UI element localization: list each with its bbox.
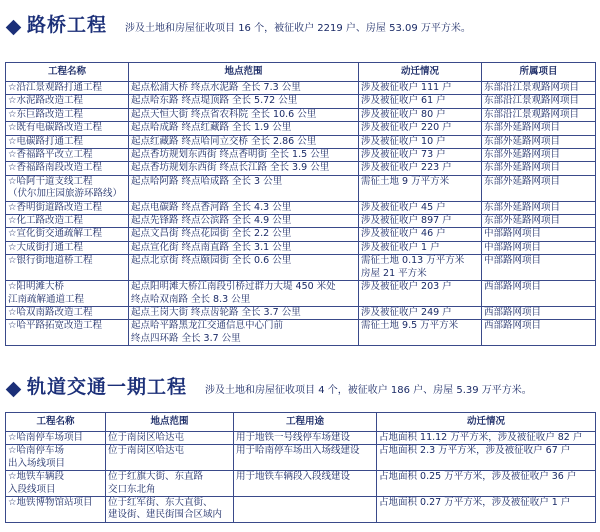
project-name-cell-line: 出入场线项目 bbox=[8, 457, 66, 469]
location-cell bbox=[129, 175, 359, 201]
relocation-cell bbox=[359, 135, 482, 148]
location-cell-line: 起点文昌街 终点花园街 全长 2.2 公里 bbox=[131, 228, 292, 240]
parent-project-cell bbox=[482, 108, 596, 121]
relocation-cell bbox=[359, 162, 482, 175]
table-header-row bbox=[6, 63, 596, 82]
project-name-cell bbox=[6, 320, 129, 346]
location-cell-line: 起点松浦大桥 终点水泥路 全长 7.3 公里 bbox=[131, 82, 301, 93]
diamond-bullet-icon bbox=[6, 382, 22, 398]
project-name-cell bbox=[6, 135, 129, 148]
location-cell-line: 起点电碳路 终点香河路 全长 4.3 公里 bbox=[131, 201, 292, 213]
project-name-cell-line: ☆哈平路拓宽改造工程 bbox=[8, 320, 103, 332]
bridges-table bbox=[5, 62, 596, 346]
location-cell bbox=[129, 82, 359, 95]
location-cell-line: 位于红旗大街、东直路 bbox=[108, 471, 204, 483]
usage-cell-line: 用于地铁一号线停车场建设 bbox=[236, 432, 351, 443]
project-name-cell bbox=[6, 241, 129, 254]
location-cell bbox=[129, 255, 359, 281]
location-cell bbox=[129, 215, 359, 228]
parent-project-cell-line: 东部外延路网项目 bbox=[484, 135, 561, 147]
section-title: 轨道交通一期工程 bbox=[27, 376, 188, 398]
relocation-cell-line: 涉及被征收户 220 户 bbox=[361, 122, 452, 134]
project-name-cell-line: ☆香福路南段改造工程 bbox=[8, 162, 103, 174]
parent-project-cell-line: 西部路网项目 bbox=[484, 320, 542, 332]
section-summary: 涉及土地和房屋征收项目 4 个，被征收户 186 户、房屋 5.39 万平方米。 bbox=[205, 385, 532, 396]
relocation-cell-line: 涉及被征收户 10 户 bbox=[361, 135, 446, 147]
location-cell-line: 位于南岗区哈达屯 bbox=[108, 432, 185, 443]
location-cell bbox=[129, 108, 359, 121]
relocation-cell-line: 需征土地 9.5 万平方米 bbox=[361, 320, 459, 332]
parent-project-cell-line: 东部外延路网项目 bbox=[484, 215, 561, 227]
project-name-cell bbox=[6, 228, 129, 241]
usage-cell-line: 用于地铁车辆段入段线建设 bbox=[236, 471, 351, 483]
project-name-cell bbox=[6, 201, 129, 214]
parent-project-cell bbox=[482, 306, 596, 319]
location-cell bbox=[129, 95, 359, 108]
relocation-cell-line: 涉及被征收户 223 户 bbox=[361, 162, 452, 174]
project-name-cell-line: 江南疏解通道工程 bbox=[8, 293, 85, 305]
location-cell-line: 起点哈平路黑龙江交通信息中心门前 bbox=[131, 320, 284, 332]
relocation-cell bbox=[359, 82, 482, 95]
location-cell-line: 起点红藏路 终点哈同立交桥 全长 2.86 公里 bbox=[131, 135, 317, 147]
table-header-row bbox=[6, 413, 596, 432]
table-row bbox=[6, 255, 596, 281]
project-name-cell-line: （伏尔加庄园旅游环路线） bbox=[8, 188, 123, 200]
location-cell bbox=[129, 306, 359, 319]
location-cell-line: 位于南岗区哈达屯 bbox=[108, 445, 185, 457]
project-name-cell-line: ☆地铁博物馆站项目 bbox=[8, 497, 93, 509]
table-row bbox=[6, 320, 596, 346]
location-cell-line: 起点哈成路 终点红藏路 全长 1.9 公里 bbox=[131, 122, 292, 134]
location-cell bbox=[129, 135, 359, 148]
section-header-rail bbox=[0, 372, 532, 399]
location-cell-line: 起点天恒大街 终点省农科院 全长 10.6 公里 bbox=[131, 108, 317, 120]
project-name-cell-line: ☆东巨路改造工程 bbox=[8, 108, 84, 120]
parent-project-cell bbox=[482, 215, 596, 228]
table-row bbox=[6, 432, 596, 445]
project-name-cell bbox=[6, 281, 129, 307]
parent-project-cell bbox=[482, 95, 596, 108]
parent-project-cell-line: 中部路网项目 bbox=[484, 241, 542, 253]
location-cell-line: 建设街、建民街围合区域内 bbox=[108, 509, 223, 521]
location-cell bbox=[129, 281, 359, 307]
project-name-cell bbox=[6, 162, 129, 175]
location-cell-line: 交口东北角 bbox=[108, 483, 156, 495]
table-row bbox=[6, 135, 596, 148]
table-row bbox=[6, 149, 596, 162]
project-name-cell-line: ☆哈南停车场 bbox=[8, 445, 65, 457]
relocation-cell-line: 涉及被征收户 46 户 bbox=[361, 228, 446, 240]
project-name-cell-line: ☆水泥路改造工程 bbox=[8, 95, 84, 107]
header-cell: 工程用途 bbox=[234, 413, 377, 432]
project-name-cell bbox=[6, 445, 106, 471]
diamond-bullet-icon bbox=[6, 20, 22, 36]
location-cell bbox=[106, 432, 234, 445]
project-name-cell-line: ☆化工路改造工程 bbox=[8, 215, 84, 227]
relocation-cell-line: 占地面积 0.27 万平方米，涉及被征收户 1 户 bbox=[379, 497, 571, 509]
project-name-cell bbox=[6, 255, 129, 281]
project-name-cell bbox=[6, 215, 129, 228]
table-row bbox=[6, 281, 596, 307]
parent-project-cell-line: 中部路网项目 bbox=[484, 255, 542, 267]
usage-cell-line: 用于哈南停车场出入场线建设 bbox=[236, 445, 360, 457]
location-cell-line: 起点王岗大街 终点齿轮路 全长 3.7 公里 bbox=[131, 306, 301, 318]
section-title: 路桥工程 bbox=[27, 14, 108, 36]
project-name-cell bbox=[6, 82, 129, 95]
header-cell: 动迁情况 bbox=[359, 63, 482, 82]
parent-project-cell-line: 东部沿江景观路网项目 bbox=[484, 95, 580, 107]
relocation-cell bbox=[377, 445, 596, 471]
relocation-cell bbox=[359, 175, 482, 201]
relocation-cell bbox=[359, 320, 482, 346]
relocation-cell bbox=[359, 95, 482, 108]
table-row bbox=[6, 162, 596, 175]
relocation-cell bbox=[359, 241, 482, 254]
header-cell: 地点范围 bbox=[129, 63, 359, 82]
parent-project-cell-line: 东部沿江景观路网项目 bbox=[484, 82, 580, 93]
table-row bbox=[6, 215, 596, 228]
table-row bbox=[6, 445, 596, 471]
table-row bbox=[6, 95, 596, 108]
location-cell bbox=[106, 471, 234, 497]
parent-project-cell-line: 东部外延路网项目 bbox=[484, 149, 561, 161]
location-cell bbox=[129, 201, 359, 214]
table-row bbox=[6, 241, 596, 254]
usage-cell bbox=[234, 432, 377, 445]
header-cell: 地点范围 bbox=[106, 413, 234, 432]
header-cell: 所属项目 bbox=[482, 63, 596, 82]
location-cell-line: 起点香坊规划东西街 终点香明街 全长 1.5 公里 bbox=[131, 149, 330, 161]
parent-project-cell bbox=[482, 162, 596, 175]
location-cell-line: 起点阳明滩大桥江南段引桥过群力大堤 450 米处 bbox=[131, 281, 336, 293]
project-name-cell bbox=[6, 306, 129, 319]
relocation-cell-line: 占地面积 0.25 万平方米，涉及被征收户 36 户 bbox=[379, 471, 577, 483]
project-name-cell-line: ☆宣化街交通疏解工程 bbox=[8, 228, 103, 240]
parent-project-cell-line: 东部沿江景观路网项目 bbox=[484, 108, 580, 120]
relocation-cell-line: 涉及被征收户 61 户 bbox=[361, 95, 446, 107]
project-name-cell-line: ☆既有电碳路改造工程 bbox=[8, 122, 103, 134]
relocation-cell-line: 房屋 21 平方米 bbox=[361, 267, 427, 279]
relocation-cell-line: 占地面积 2.3 万平方米，涉及被征收户 67 户 bbox=[379, 445, 571, 457]
project-name-cell-line: ☆银行街地道桥工程 bbox=[8, 255, 93, 267]
relocation-cell bbox=[359, 215, 482, 228]
relocation-cell bbox=[359, 149, 482, 162]
parent-project-cell-line: 西部路网项目 bbox=[484, 306, 542, 318]
location-cell bbox=[106, 445, 234, 471]
parent-project-cell-line: 中部路网项目 bbox=[484, 228, 542, 240]
relocation-cell-line: 涉及被征收户 1 户 bbox=[361, 241, 440, 253]
location-cell-line: 终点哈双南路 全长 8.3 公里 bbox=[131, 293, 251, 305]
usage-cell bbox=[234, 471, 377, 497]
location-cell bbox=[129, 228, 359, 241]
relocation-cell bbox=[359, 228, 482, 241]
relocation-cell bbox=[359, 306, 482, 319]
location-cell-line: 起点北京街 终点颐园街 全长 0.6 公里 bbox=[131, 255, 292, 267]
relocation-cell bbox=[359, 108, 482, 121]
section-summary: 涉及土地和房屋征收项目 16 个，被征收户 2219 户、房屋 53.09 万平方米。 bbox=[125, 23, 471, 34]
location-cell-line: 起点先锋路 终点公滨路 全长 4.9 公里 bbox=[131, 215, 292, 227]
project-name-cell-line: ☆阳明滩大桥 bbox=[8, 281, 65, 293]
relocation-cell-line: 涉及被征收户 249 户 bbox=[361, 306, 452, 318]
project-name-cell-line: ☆哈阿干道支线工程 bbox=[8, 175, 93, 187]
project-name-cell-line: ☆哈南停车场项目 bbox=[8, 432, 84, 443]
relocation-cell-line: 涉及被征收户 203 户 bbox=[361, 281, 452, 293]
project-name-cell bbox=[6, 497, 106, 523]
project-name-cell-line: ☆香明街道路改造工程 bbox=[8, 201, 103, 213]
relocation-cell bbox=[359, 281, 482, 307]
rail-table bbox=[5, 412, 596, 523]
parent-project-cell-line: 东部外延路网项目 bbox=[484, 175, 561, 187]
table-row bbox=[6, 471, 596, 497]
header-cell: 工程名称 bbox=[6, 63, 129, 82]
parent-project-cell bbox=[482, 255, 596, 281]
project-name-cell bbox=[6, 108, 129, 121]
project-name-cell bbox=[6, 95, 129, 108]
location-cell-line: 位于红军街、东大直街、 bbox=[108, 497, 213, 509]
parent-project-cell-line: 东部外延路网项目 bbox=[484, 162, 561, 174]
table-row bbox=[6, 306, 596, 319]
parent-project-cell bbox=[482, 201, 596, 214]
project-name-cell-line: ☆电碳路打通工程 bbox=[8, 135, 84, 147]
table-row bbox=[6, 497, 596, 523]
project-name-cell bbox=[6, 149, 129, 162]
parent-project-cell bbox=[482, 175, 596, 201]
relocation-cell bbox=[359, 255, 482, 281]
location-cell bbox=[129, 122, 359, 135]
project-name-cell-line: ☆香福路平改立工程 bbox=[8, 149, 93, 161]
project-name-cell bbox=[6, 432, 106, 445]
project-name-cell bbox=[6, 175, 129, 201]
location-cell-line: 终点四环路 全长 3.7 公里 bbox=[131, 332, 241, 344]
parent-project-cell-line: 东部外延路网项目 bbox=[484, 122, 561, 134]
location-cell-line: 起点哈东路 终点堤顶路 全长 5.72 公里 bbox=[131, 95, 298, 107]
location-cell bbox=[129, 320, 359, 346]
relocation-cell-line: 涉及被征收户 111 户 bbox=[361, 82, 452, 93]
project-name-cell-line: ☆地铁车辆段 bbox=[8, 471, 65, 483]
project-name-cell-line: ☆哈双南路改造工程 bbox=[8, 306, 93, 318]
relocation-cell-line: 涉及被征收户 45 户 bbox=[361, 201, 446, 213]
location-cell bbox=[129, 149, 359, 162]
relocation-cell-line: 需征土地 0.13 万平方米 bbox=[361, 255, 465, 267]
usage-cell bbox=[234, 445, 377, 471]
table-row bbox=[6, 175, 596, 201]
relocation-cell bbox=[377, 471, 596, 497]
location-cell bbox=[129, 162, 359, 175]
section-header-bridges bbox=[0, 10, 471, 37]
location-cell-line: 起点哈阿路 终点哈成路 全长 3 公里 bbox=[131, 175, 283, 187]
relocation-cell bbox=[377, 497, 596, 523]
relocation-cell bbox=[359, 201, 482, 214]
parent-project-cell bbox=[482, 320, 596, 346]
parent-project-cell bbox=[482, 135, 596, 148]
usage-cell bbox=[234, 497, 377, 523]
location-cell bbox=[129, 241, 359, 254]
header-cell: 工程名称 bbox=[6, 413, 106, 432]
relocation-cell bbox=[359, 122, 482, 135]
table-row bbox=[6, 122, 596, 135]
relocation-cell-line: 需征土地 9 万平方米 bbox=[361, 175, 450, 187]
location-cell-line: 起点香坊规划东西街 终点长江路 全长 3.9 公里 bbox=[131, 162, 330, 174]
parent-project-cell bbox=[482, 281, 596, 307]
header-cell: 动迁情况 bbox=[377, 413, 596, 432]
parent-project-cell bbox=[482, 149, 596, 162]
parent-project-cell bbox=[482, 122, 596, 135]
project-name-cell bbox=[6, 122, 129, 135]
relocation-cell-line: 占地面积 11.12 万平方米，涉及被征收户 82 户 bbox=[379, 432, 583, 443]
project-name-cell-line: 入段线项目 bbox=[8, 483, 56, 495]
parent-project-cell bbox=[482, 228, 596, 241]
table-row bbox=[6, 228, 596, 241]
relocation-cell-line: 涉及被征收户 73 户 bbox=[361, 149, 446, 161]
table-row bbox=[6, 108, 596, 121]
relocation-cell bbox=[377, 432, 596, 445]
project-name-cell bbox=[6, 471, 106, 497]
relocation-cell-line: 涉及被征收户 80 户 bbox=[361, 108, 446, 120]
location-cell bbox=[106, 497, 234, 523]
parent-project-cell-line: 西部路网项目 bbox=[484, 281, 542, 293]
parent-project-cell bbox=[482, 241, 596, 254]
parent-project-cell bbox=[482, 82, 596, 95]
location-cell-line: 起点宣化街 终点南直路 全长 3.1 公里 bbox=[131, 241, 292, 253]
relocation-cell-line: 涉及被征收户 897 户 bbox=[361, 215, 452, 227]
table-row bbox=[6, 82, 596, 95]
project-name-cell-line: ☆沿江景观路打通工程 bbox=[8, 82, 103, 93]
parent-project-cell-line: 东部外延路网项目 bbox=[484, 201, 561, 213]
project-name-cell-line: ☆大成街打通工程 bbox=[8, 241, 84, 253]
table-row bbox=[6, 201, 596, 214]
